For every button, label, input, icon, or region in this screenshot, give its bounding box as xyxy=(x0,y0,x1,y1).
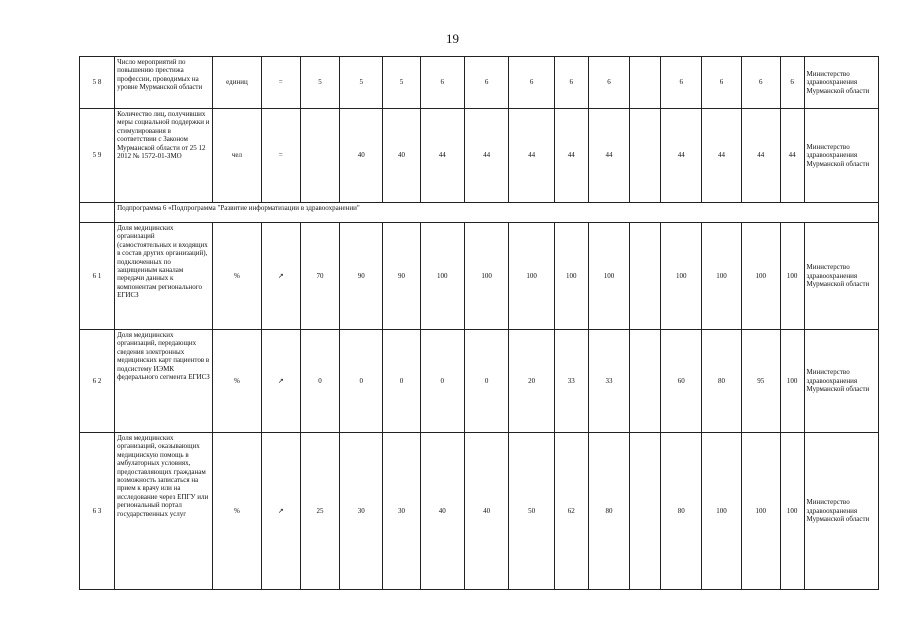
value-cell xyxy=(300,109,339,203)
value-cell: 50 xyxy=(509,433,554,590)
table-row xyxy=(80,433,879,590)
indicator-name: Число мероприятий по повышению престижа профессии, проводимых на уровне Мурманской области xyxy=(115,57,213,109)
row-number: 6 1 xyxy=(80,223,115,330)
value-cell: 0 xyxy=(383,330,420,433)
value-cell: 44 xyxy=(420,109,464,203)
responsible-ministry: Министерство здравоохранения Мурманской области xyxy=(804,109,878,203)
value-cell: 5 xyxy=(340,57,383,109)
responsible-ministry: Министерство здравоохранения Мурманской области xyxy=(804,330,878,433)
value-cell: 44 xyxy=(554,109,588,203)
value-cell: 30 xyxy=(383,433,420,590)
value-cell: 0 xyxy=(300,330,339,433)
value-cell: 100 xyxy=(780,223,804,330)
value-cell xyxy=(630,57,661,109)
value-cell xyxy=(630,330,661,433)
value-cell: 40 xyxy=(420,433,464,590)
value-cell: 44 xyxy=(588,109,629,203)
value-cell: 100 xyxy=(780,330,804,433)
responsible-ministry: Министерство здравоохранения Мурманской области xyxy=(804,223,878,330)
trend-arrow-icon: ↗ xyxy=(261,223,300,330)
responsible-ministry: Министерство здравоохранения Мурманской области xyxy=(804,433,878,590)
unit-cell: единиц xyxy=(213,57,262,109)
value-cell: 6 xyxy=(554,57,588,109)
value-cell: 0 xyxy=(464,330,508,433)
value-cell: 100 xyxy=(741,223,780,330)
indicator-name: Доля медицинских организаций, оказывающих медицинскую помощь в амбулаторных условиях, предоставляющих гражданам возможность записаться на прием к врачу или на исследование через ЕПГУ или региональный портал государственных услуг xyxy=(115,433,213,590)
trend-cell: = xyxy=(261,57,300,109)
value-cell: 40 xyxy=(340,109,383,203)
unit-cell: % xyxy=(213,433,262,590)
unit-cell: % xyxy=(213,223,262,330)
value-cell: 40 xyxy=(383,109,420,203)
value-cell: 44 xyxy=(780,109,804,203)
indicators-table xyxy=(79,56,879,590)
unit-cell: % xyxy=(213,330,262,433)
value-cell: 100 xyxy=(741,433,780,590)
indicator-name: Количество лиц, получивших меры социальной поддержки и стимулирования в соответствии с Законом Мурманской области от 25 12 2012 № 1572-01-ЗМО xyxy=(115,109,213,203)
value-cell: 95 xyxy=(741,330,780,433)
value-cell: 0 xyxy=(340,330,383,433)
value-cell: 100 xyxy=(780,433,804,590)
value-cell xyxy=(630,433,661,590)
value-cell: 6 xyxy=(464,57,508,109)
value-cell: 5 xyxy=(300,57,339,109)
value-cell: 100 xyxy=(588,223,629,330)
value-cell: 100 xyxy=(554,223,588,330)
value-cell: 33 xyxy=(554,330,588,433)
value-cell: 90 xyxy=(383,223,420,330)
page-number: 19 xyxy=(446,31,459,46)
value-cell: 25 xyxy=(300,433,339,590)
value-cell: 100 xyxy=(464,223,508,330)
responsible-ministry: Министерство здравоохранения Мурманской области xyxy=(804,57,878,109)
value-cell: 62 xyxy=(554,433,588,590)
value-cell: 33 xyxy=(588,330,629,433)
value-cell: 80 xyxy=(702,330,741,433)
value-cell: 40 xyxy=(464,433,508,590)
value-cell: 44 xyxy=(464,109,508,203)
value-cell: 100 xyxy=(702,223,741,330)
row-number: 6 3 xyxy=(80,433,115,590)
value-cell: 6 xyxy=(702,57,741,109)
value-cell: 44 xyxy=(661,109,702,203)
value-cell: 6 xyxy=(420,57,464,109)
value-cell: 80 xyxy=(661,433,702,590)
value-cell: 70 xyxy=(300,223,339,330)
value-cell: 44 xyxy=(702,109,741,203)
indicator-name: Доля медицинских организаций (самостоятельных и входящих в состав других организаций), подключенных по защищенным каналам передачи данных к компонентам регионального ЕГИСЗ xyxy=(115,223,213,330)
trend-cell: = xyxy=(261,109,300,203)
row-number: 5 9 xyxy=(80,109,115,203)
value-cell: 6 xyxy=(661,57,702,109)
value-cell: 6 xyxy=(741,57,780,109)
value-cell xyxy=(630,109,661,203)
value-cell: 30 xyxy=(340,433,383,590)
value-cell: 100 xyxy=(661,223,702,330)
value-cell: 5 xyxy=(383,57,420,109)
subprogram-title: Подпрограмма 6 «Подпрограмма "Развитие информатизации в здравоохранении" xyxy=(115,203,879,223)
table-row xyxy=(80,109,879,203)
trend-arrow-icon: ↗ xyxy=(261,433,300,590)
value-cell: 80 xyxy=(588,433,629,590)
value-cell: 90 xyxy=(340,223,383,330)
value-cell xyxy=(630,223,661,330)
value-cell: 60 xyxy=(661,330,702,433)
value-cell: 20 xyxy=(509,330,554,433)
table-row xyxy=(80,57,879,109)
table-row xyxy=(80,330,879,433)
trend-arrow-icon: ↗ xyxy=(261,330,300,433)
value-cell: 6 xyxy=(588,57,629,109)
subprogram-row xyxy=(80,203,879,223)
value-cell: 6 xyxy=(509,57,554,109)
row-number: 6 2 xyxy=(80,330,115,433)
unit-cell: чел xyxy=(213,109,262,203)
row-number xyxy=(80,203,115,223)
indicator-name: Доля медицинских организаций, передающих сведения электронных медицинских карт пациентов в подсистему ИЭМК федерального сегмента ЕГИСЗ xyxy=(115,330,213,433)
value-cell: 0 xyxy=(420,330,464,433)
value-cell: 44 xyxy=(741,109,780,203)
value-cell: 6 xyxy=(780,57,804,109)
table-row xyxy=(80,223,879,330)
value-cell: 100 xyxy=(420,223,464,330)
value-cell: 44 xyxy=(509,109,554,203)
row-number: 5 8 xyxy=(80,57,115,109)
value-cell: 100 xyxy=(509,223,554,330)
value-cell: 100 xyxy=(702,433,741,590)
